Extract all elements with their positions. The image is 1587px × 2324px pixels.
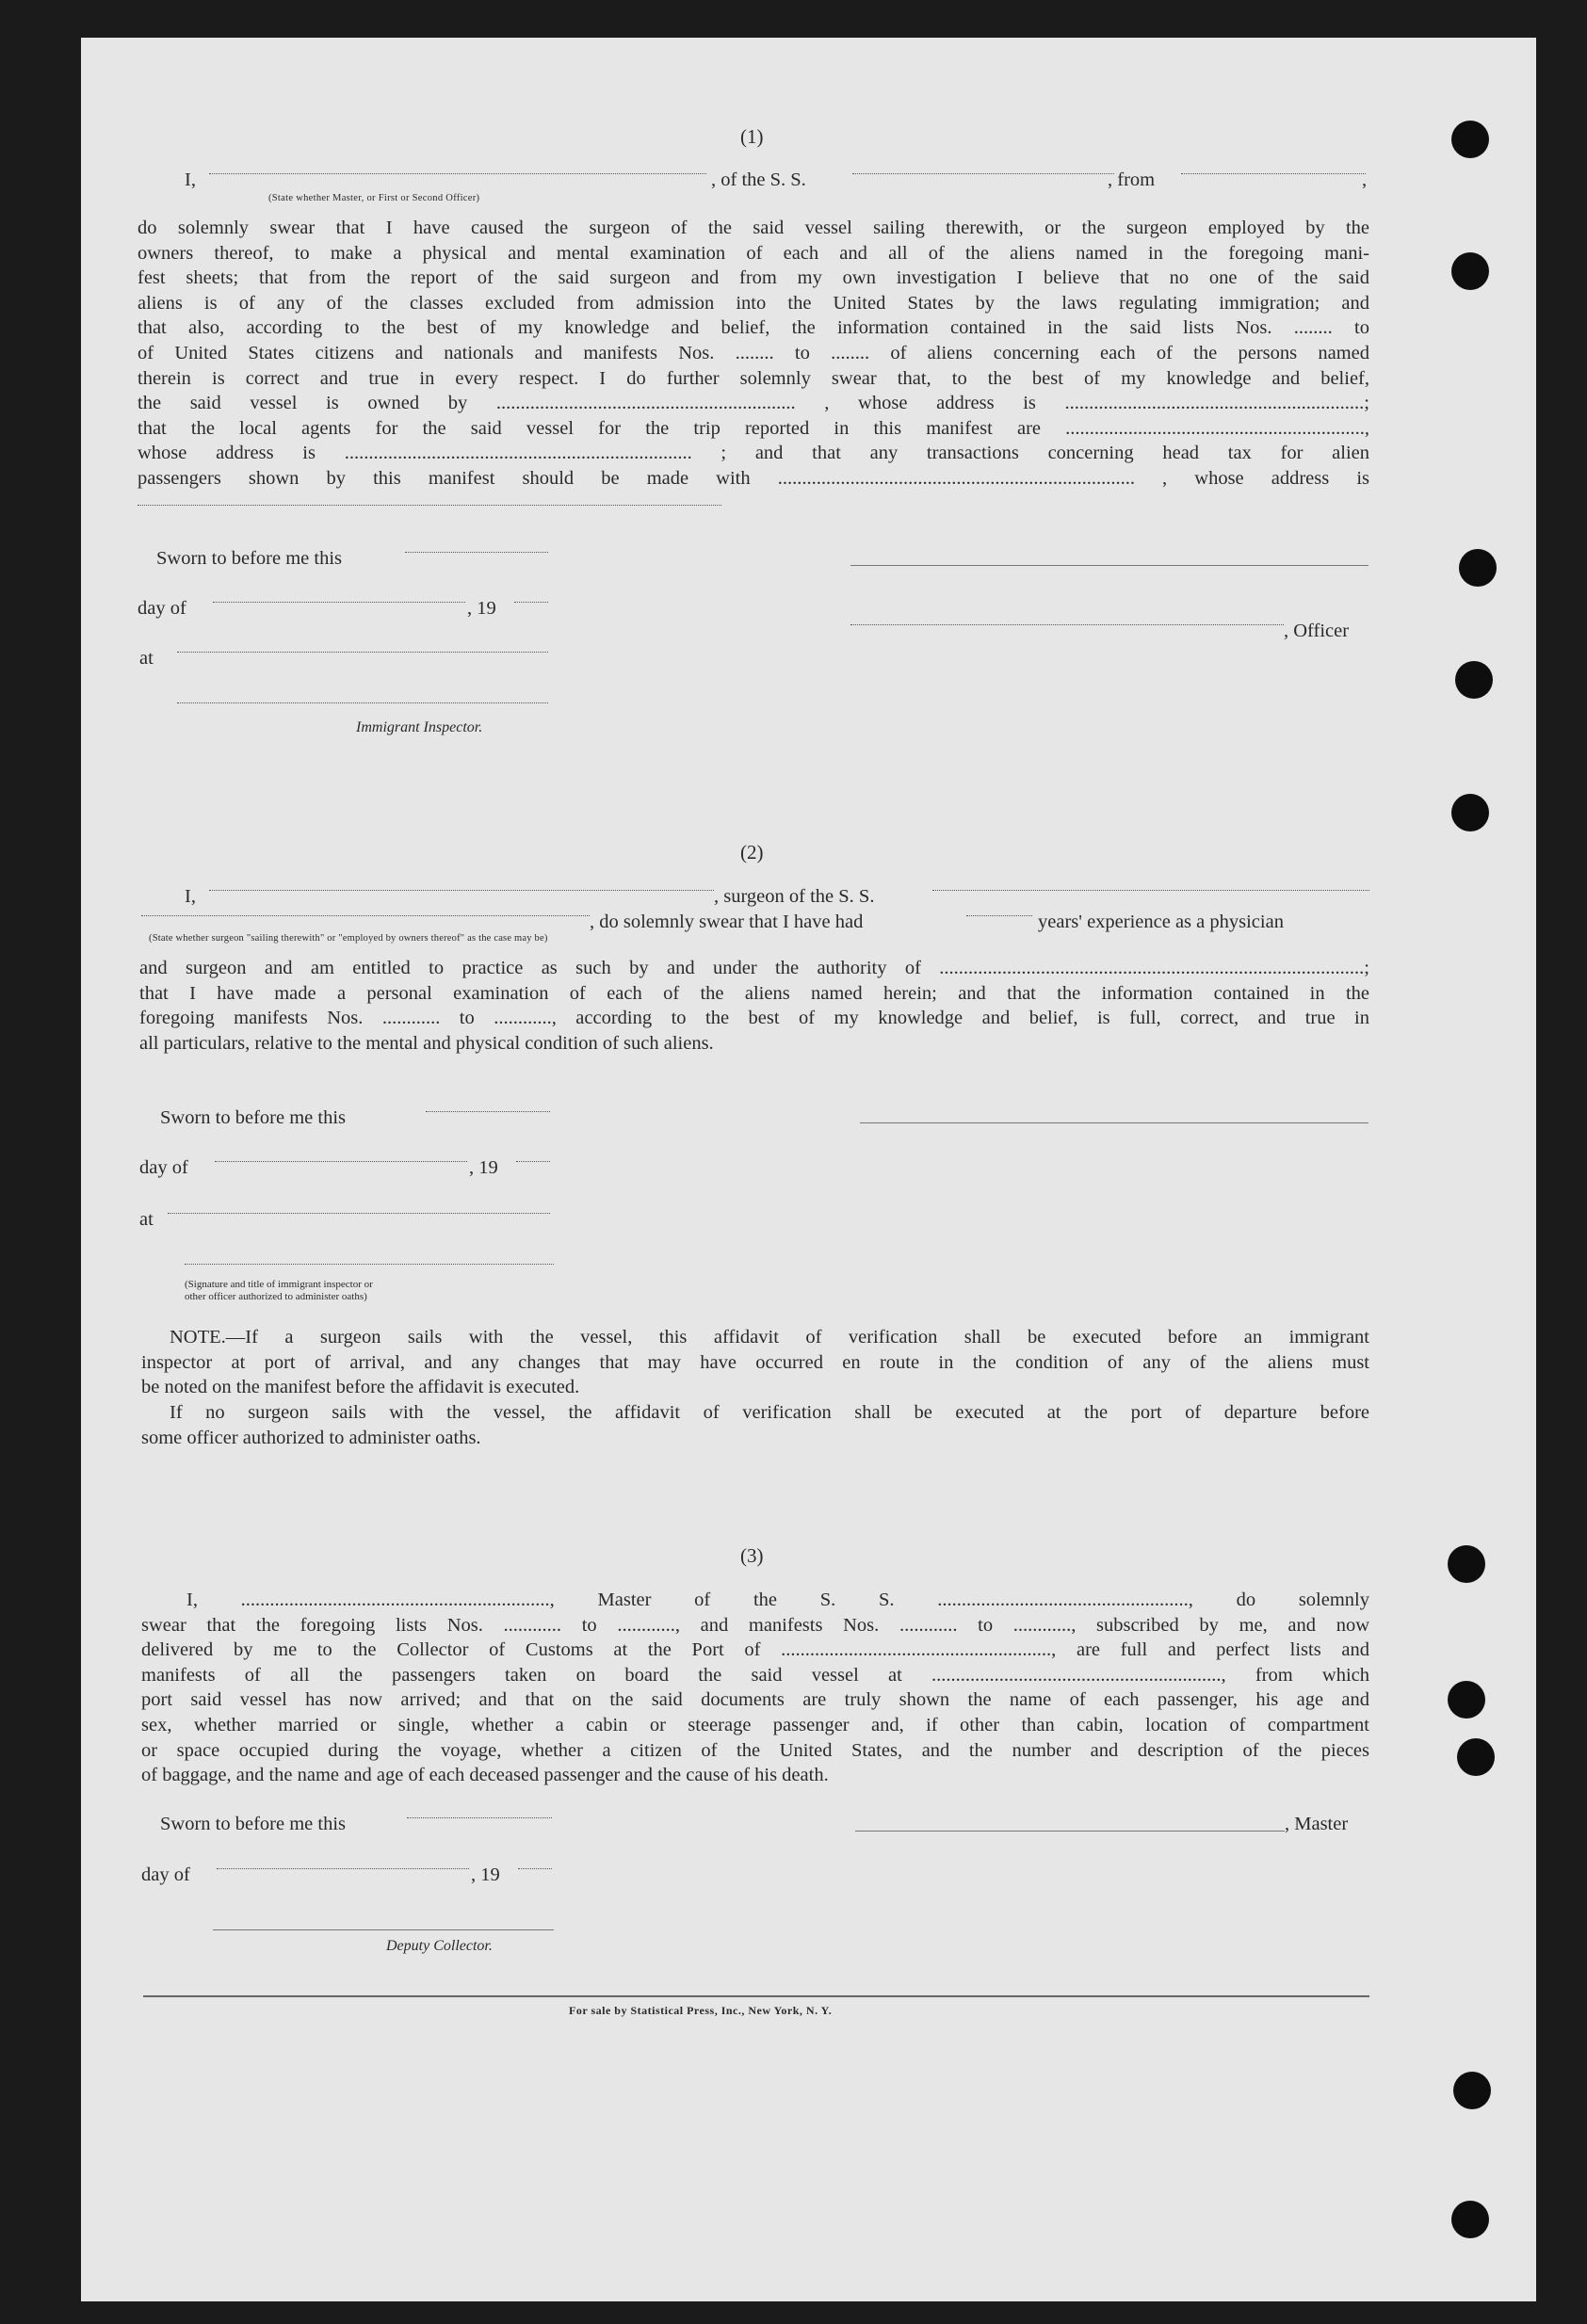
paragraph-line: that the local agents for the said vessel for the trip reported in this manifest are .............................................................., (138, 417, 1369, 439)
section-2-number: (2) (740, 841, 764, 863)
sworn-date-field (426, 1111, 550, 1112)
surgeon-signature-line (860, 1122, 1368, 1123)
section-1-first-line (185, 169, 196, 191)
day-of-label: day of (138, 598, 186, 619)
deputy-signature-line (213, 1929, 554, 1930)
note-line: some officer authorized to administer oaths. (141, 1427, 481, 1448)
sworn-label: Sworn to before me this (156, 548, 342, 569)
paragraph-line: manifests of all the passengers taken on board the said vessel at ............................................................, from which (141, 1664, 1369, 1686)
from-label: , from (1108, 169, 1156, 190)
paragraph-line: all particulars, relative to the mental and physical condition of such aliens. (139, 1032, 714, 1054)
punch-hole (1451, 252, 1489, 290)
paragraph-line: do solemnly swear that I have caused the surgeon of the said vessel sailing therewith, or the surgeon employed by the (138, 218, 1369, 238)
paragraph-line: swear that the foregoing lists Nos. ............ to ............, and manifests Nos. ............ to ............, subscribed by me, and now (141, 1614, 1369, 1636)
do-solemnly-swear-label: , do solemnly swear that I have had (590, 912, 864, 932)
years-field (966, 915, 1032, 916)
paragraph-line: that I have made a personal examination of each of the aliens named herein; and that the information contained in the (139, 982, 1369, 1004)
address-continuation-field (138, 505, 721, 506)
at-label: at (139, 648, 154, 669)
line-i: I, (185, 169, 196, 190)
paragraph-line: port said vessel has now arrived; and that on the said documents are truly shown the name of each passenger, his age and (141, 1689, 1369, 1711)
punch-hole (1451, 121, 1489, 158)
year-field (518, 1868, 552, 1869)
master-label: , Master (1285, 1814, 1349, 1834)
paragraph-line: passengers shown by this manifest should be made with .......................................................................... , whose address is (138, 467, 1369, 489)
day-of-field (215, 1161, 467, 1162)
inspector-signature-line (185, 1264, 554, 1265)
years-experience-label: years' experience as a physician (1038, 912, 1284, 932)
paragraph-line: and surgeon and am entitled to practice as such by and under the authority of ........................................................................................; (139, 958, 1369, 978)
section-3-number: (3) (740, 1544, 764, 1567)
paragraph-line: I, ................................................................, Master of the S. S. ...................................................., do solemnly (186, 1590, 1369, 1610)
printer-credit: For sale by Statistical Press, Inc., New York, N. Y. (569, 2004, 833, 2017)
paragraph-line: therein is correct and true in every respect. I do further solemnly swear that, to the best of my knowledge and belief, (138, 367, 1369, 389)
surgeon-of-ss-label: , surgeon of the S. S. (714, 886, 875, 907)
paragraph-line: fest sheets; that from the report of the said surgeon and from my own investigation I believe that no one of the said (138, 267, 1369, 289)
officer-label: , Officer (1284, 621, 1350, 641)
paragraph-line: of United States citizens and nationals and manifests Nos. ........ to ........ of aliens concerning each of the persons named (138, 342, 1369, 363)
inspector-signature-line (177, 702, 548, 703)
paragraph-line: the said vessel is owned by .............................................................. , whose address is ..............................................................; (138, 393, 1369, 414)
note-line: be noted on the manifest before the affidavit is executed. (141, 1377, 580, 1398)
year-label: , 19 (471, 1864, 500, 1885)
punch-hole (1453, 2072, 1491, 2109)
footer-rule (143, 1995, 1369, 1997)
punch-hole (1455, 661, 1493, 699)
punch-hole (1459, 549, 1497, 587)
year-label: , 19 (467, 598, 496, 619)
of-the-ss-label: , of the S. S. (711, 169, 806, 190)
note-line: inspector at port of arrival, and any changes that may have occurred en route in the condition of any of the aliens must (141, 1351, 1369, 1373)
inspector-label: Immigrant Inspector. (356, 719, 483, 735)
note-line: If no surgeon sails with the vessel, the affidavit of verification shall be executed at the port of departure before (170, 1402, 1369, 1423)
sworn-label: Sworn to before me this (160, 1814, 346, 1834)
note-line: NOTE.—If a surgeon sails with the vessel, this affidavit of verification shall be executed before an immigrant (170, 1327, 1369, 1348)
year-field (514, 602, 548, 603)
line-i: I, (185, 886, 196, 907)
paragraph-line: or space occupied during the voyage, whether a citizen of the United States, and the number and description of the pieces (141, 1739, 1369, 1761)
section-1-number: (1) (740, 125, 764, 148)
sworn-date-field (405, 552, 548, 553)
punch-hole (1451, 794, 1489, 831)
paragraph-line: aliens is of any of the classes excluded from admission into the United States by the laws regulating immigration; and (138, 292, 1369, 314)
deputy-collector-label: Deputy Collector. (386, 1938, 493, 1954)
at-label: at (139, 1209, 154, 1230)
section-1-paragraph (138, 216, 1369, 492)
punch-hole (1451, 2201, 1489, 2238)
ship-name-field (852, 173, 1114, 174)
officer-name-line (850, 624, 1284, 625)
surgeon-note: (State whether surgeon "sailing therewith" or "employed by owners thereof" as the case may be) (149, 933, 548, 944)
comma: , (1362, 169, 1368, 190)
paragraph-line: delivered by me to the Collector of Customs at the Port of ........................................................, are full and perfect lists and (141, 1639, 1369, 1661)
punch-hole (1448, 1545, 1485, 1583)
day-of-field (213, 602, 465, 603)
at-field (168, 1213, 550, 1214)
paragraph-line: sex, whether married or single, whether a cabin or steerage passenger and, if other than cabin, location of compartment (141, 1714, 1369, 1735)
sworn-label: Sworn to before me this (160, 1107, 346, 1128)
surgeon-name-continuation (141, 915, 590, 916)
master-signature-line (855, 1831, 1285, 1832)
day-of-label: day of (139, 1157, 188, 1178)
sworn-date-field (407, 1817, 552, 1818)
officer-note: (State whether Master, or First or Second Officer) (268, 193, 480, 203)
day-of-label: day of (141, 1864, 190, 1885)
officer-name-field (209, 173, 706, 174)
signature-note: (Signature and title of immigrant inspector or (185, 1279, 373, 1290)
paragraph-line: of baggage, and the name and age of each deceased passenger and the cause of his death. (141, 1765, 829, 1786)
note-paragraph-2 (141, 1400, 1369, 1450)
note-paragraph (141, 1325, 1369, 1400)
surgeon-name-field (209, 890, 714, 891)
surgeon-ship-field (932, 890, 1369, 891)
punch-hole (1457, 1738, 1495, 1776)
paragraph-line: that also, according to the best of my knowledge and belief, the information contained in the said lists Nos. ........ to (138, 317, 1369, 339)
paragraph-line: whose address is ........................................................................ ; and that any transactions concerning head tax for alien (138, 443, 1369, 464)
from-port-field (1181, 173, 1366, 174)
paragraph-line: foregoing manifests Nos. ............ to ............, according to the best of my knowledge and belief, is full, correct, and true in (139, 1008, 1369, 1029)
punch-hole (1448, 1681, 1485, 1719)
signature-note: other officer authorized to administer oaths) (185, 1291, 367, 1302)
paragraph-line: owners thereof, to make a physical and mental examination of each and all of the aliens named in the foregoing mani- (138, 242, 1369, 264)
at-field (177, 652, 548, 653)
officer-signature-line (850, 565, 1368, 566)
day-of-field (217, 1868, 469, 1869)
section-2-paragraph (139, 956, 1369, 1056)
year-field (516, 1161, 550, 1162)
year-label: , 19 (469, 1157, 498, 1178)
section-3-paragraph (141, 1588, 1369, 1788)
